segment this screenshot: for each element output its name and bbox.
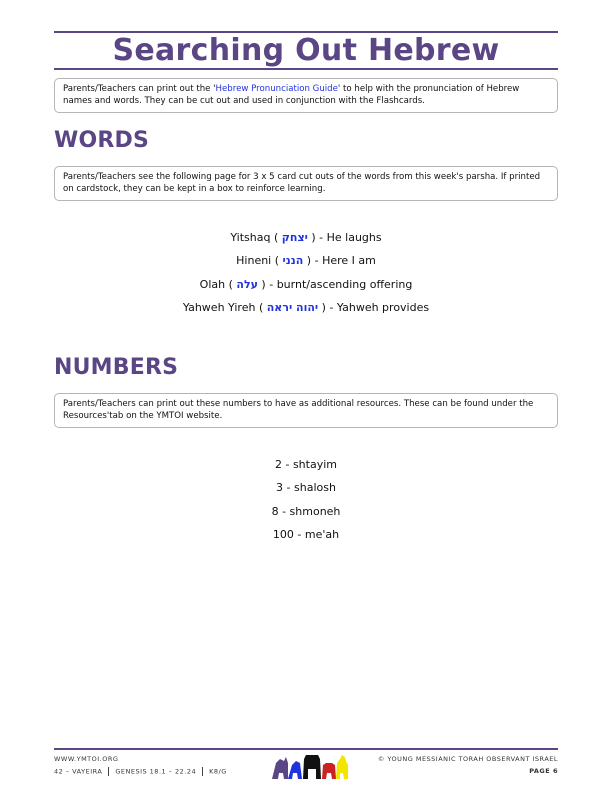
word-transliteration: Yahweh Yireh (182, 300, 256, 314)
footer-website[interactable]: WWW.YMTOI.ORG (54, 755, 119, 763)
numbers-list (54, 453, 558, 546)
footer-page-number: PAGE 6 (529, 767, 558, 775)
words-heading: WORDS (54, 128, 150, 153)
word-item: Hineni ( הנני ) - Here I am (236, 254, 376, 268)
footer-reference: GENESIS 18.1 – 22.24 (115, 767, 197, 776)
word-meaning: Yahweh provides (336, 300, 430, 314)
number-value: 100 (272, 527, 294, 541)
word-meaning: burnt/ascending offering (276, 277, 413, 291)
word-item: Yahweh Yireh ( יהוה יראה ) - Yahweh provides (182, 300, 430, 314)
footer-separator (202, 767, 203, 776)
word-transliteration: Yitshaq (230, 231, 271, 244)
footer-rule (54, 748, 558, 750)
word-transliteration: Hineni (236, 254, 272, 268)
intro-text-start: Parents/Teachers can print out the ' (63, 84, 216, 94)
footer-lesson-info (54, 767, 227, 777)
number-item: 8 - shmoneh (271, 504, 341, 518)
word-hebrew: יצחק (281, 231, 308, 244)
number-word: shmoneh (289, 504, 341, 518)
words-list (54, 226, 558, 319)
word-hebrew: הנני (282, 254, 304, 268)
word-meaning: He laughs (326, 231, 382, 244)
number-item: 100 - me'ah (272, 527, 340, 541)
intro-note-box (54, 78, 558, 113)
word-hebrew: יהוה יראה (266, 300, 319, 314)
number-word: shtayim (292, 458, 337, 471)
words-note-box: Parents/Teachers see the following page for 3 x 5 card cut outs of the words from this week's parsha. If printed on cardstock, they can be kept in a box to reinforce learning. (54, 166, 558, 201)
title-underline-rule (54, 68, 558, 70)
intro-text-end: ' to help with the pronunciation of Hebrew names and words. They can be cut out and used in conjunction with the Flashcards. (63, 84, 520, 106)
word-meaning: Here I am (322, 254, 376, 268)
numbers-heading: NUMBERS (54, 355, 179, 380)
footer-parsha: 42 – VAYEIRA (54, 767, 103, 776)
number-item: 3 - shalosh (276, 481, 336, 495)
footer-copyright: © YOUNG MESSIANIC TORAH OBSERVANT ISRAEL (377, 755, 558, 763)
footer-level: K8/G (209, 767, 227, 776)
number-word: shalosh (294, 481, 336, 495)
number-item: 2 - shtayim (274, 458, 337, 471)
number-value: 8 (271, 504, 279, 518)
number-word: me'ah (304, 527, 340, 541)
pronunciation-guide-link[interactable]: Hebrew Pronunciation Guide (215, 84, 338, 94)
numbers-note-box: Parents/Teachers can print out these numbers to have as additional resources. These can be found under the Resources'tab on the YMTOI website. (54, 393, 558, 428)
word-hebrew: עלה (236, 277, 258, 291)
word-transliteration: Olah (199, 277, 226, 291)
word-item: Yitshaq ( יצחק ) - He laughs (230, 231, 382, 244)
ymtoi-logo-icon (270, 751, 350, 781)
number-value: 2 (274, 458, 282, 471)
number-value: 3 (276, 481, 284, 495)
footer-separator (108, 767, 109, 776)
word-item: Olah ( עלה ) - burnt/ascending offering (199, 277, 413, 291)
page-title: Searching Out Hebrew (112, 33, 500, 68)
